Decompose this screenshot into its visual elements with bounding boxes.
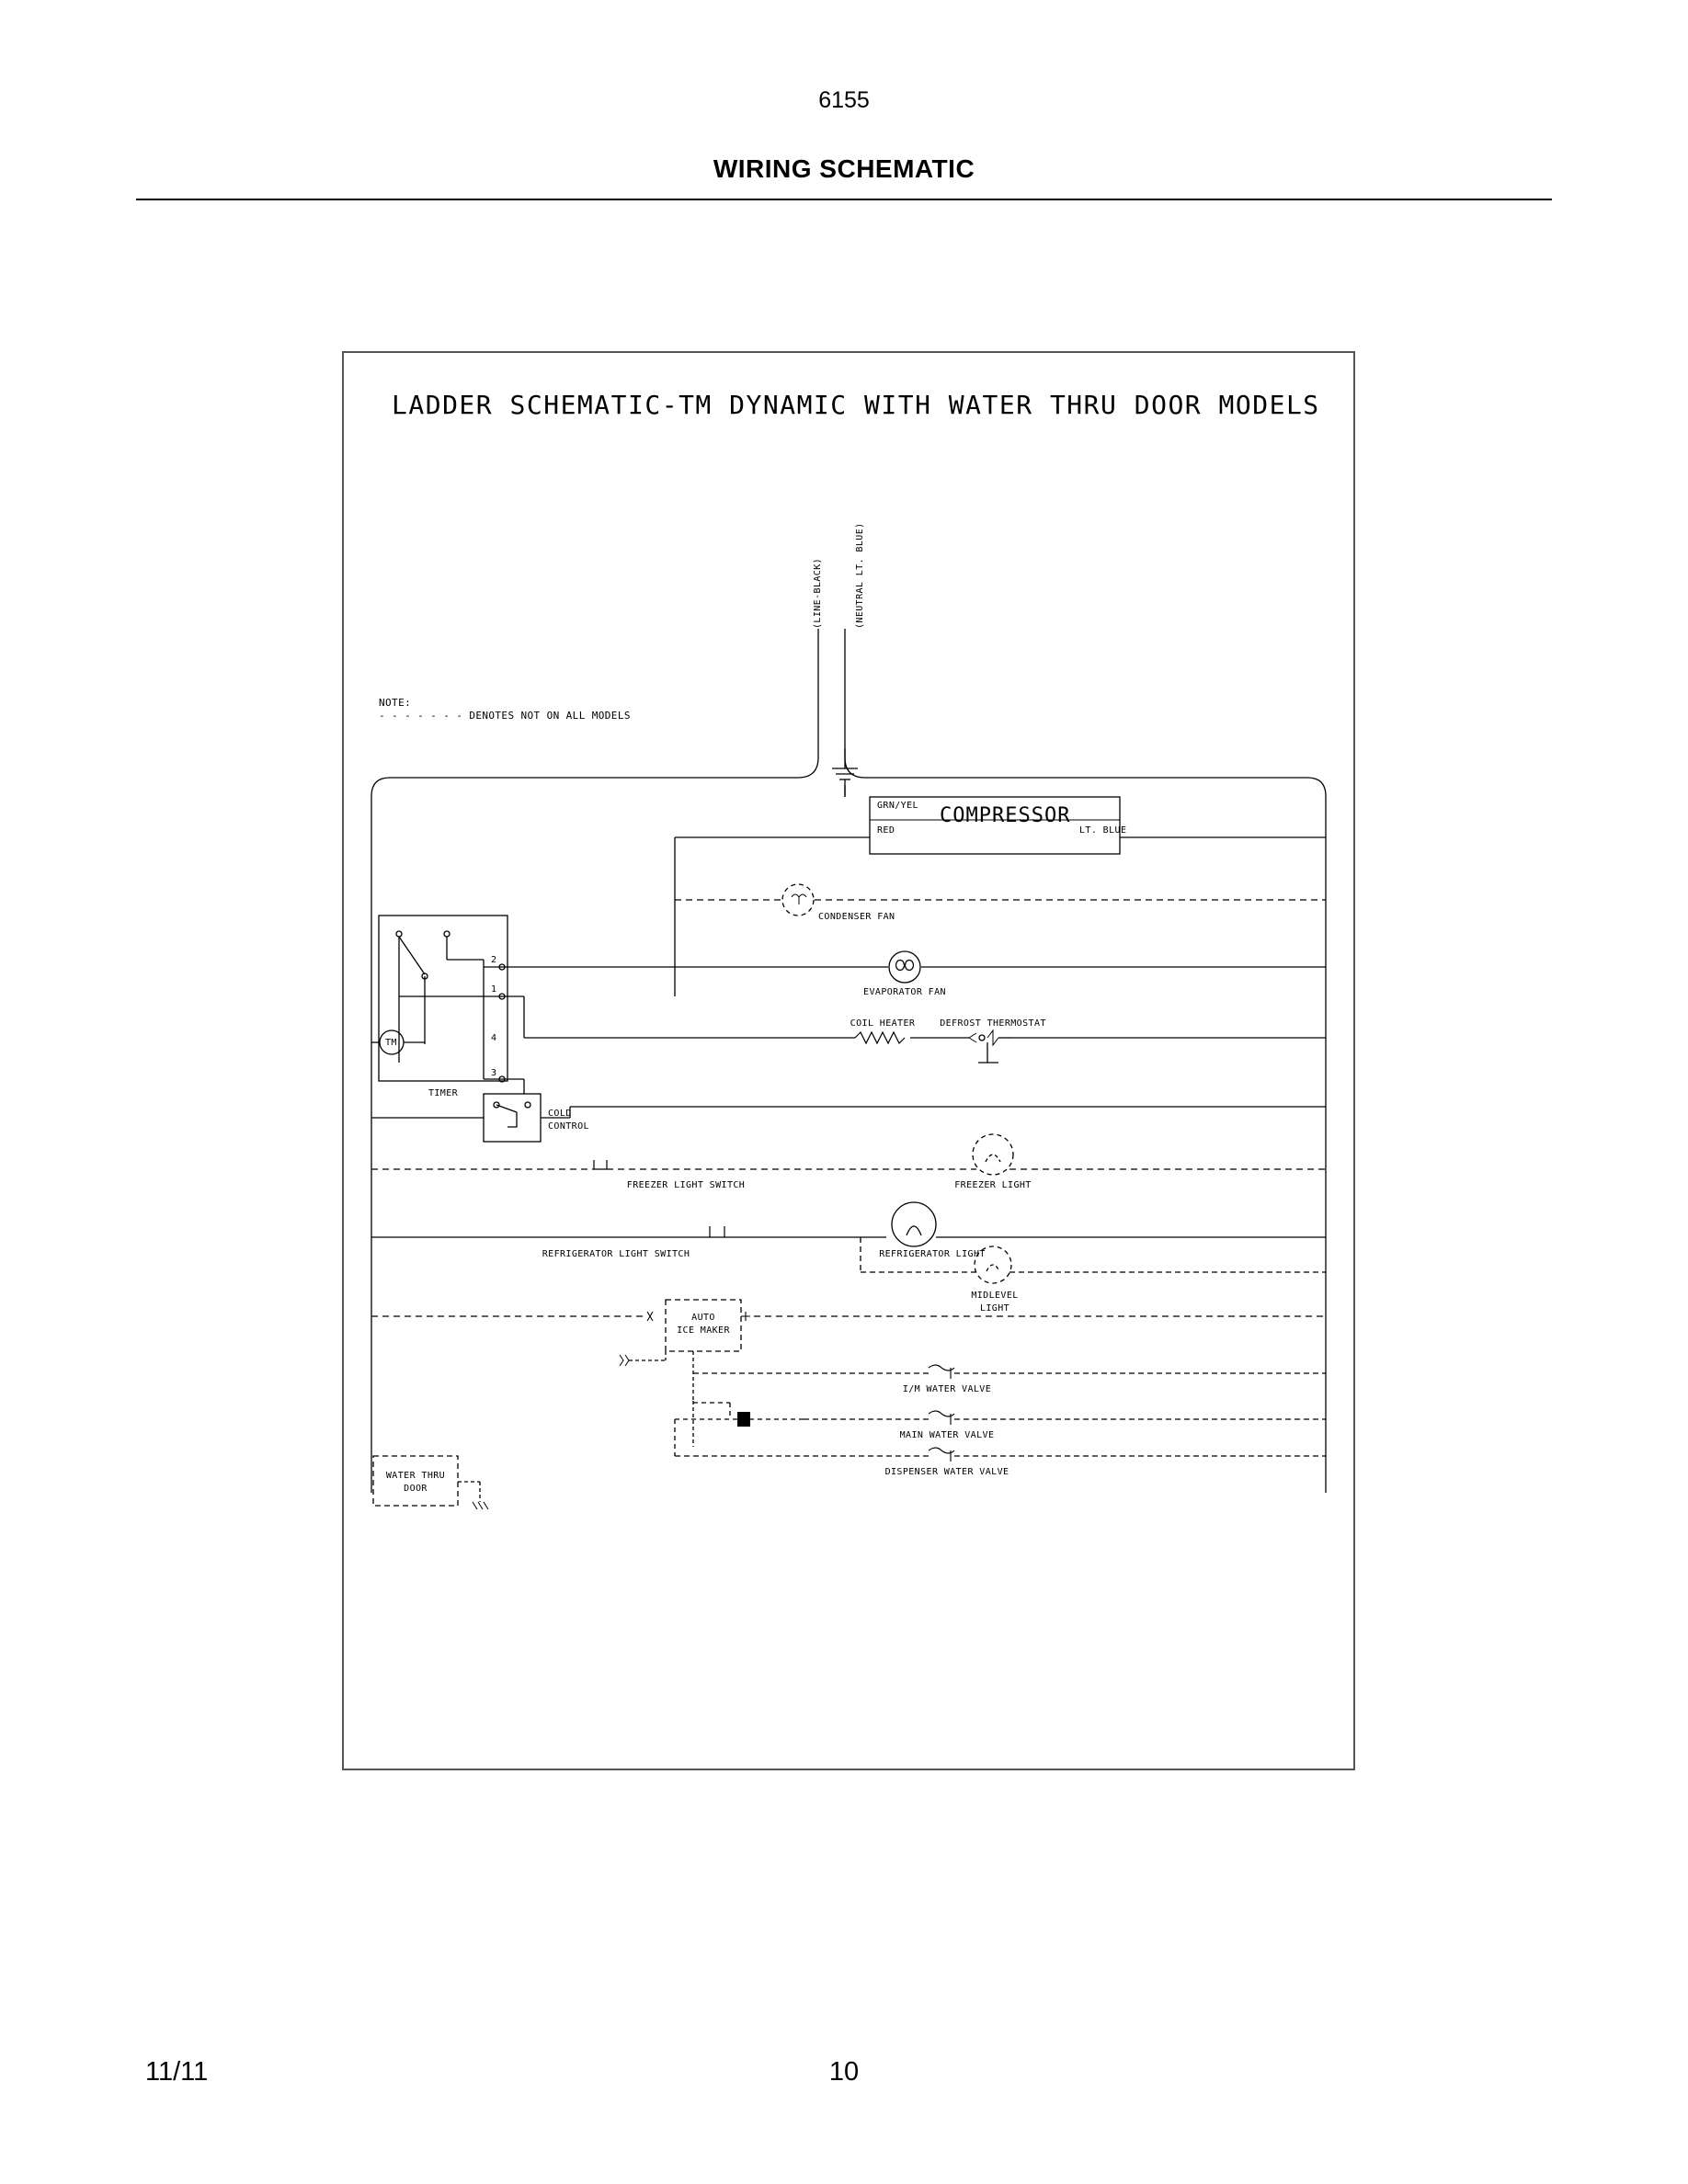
timer-terminal-1: 1 — [491, 984, 497, 995]
note-heading: NOTE: — [379, 697, 412, 709]
dispenser-water-valve-label: DISPENSER WATER VALVE — [884, 1467, 1009, 1477]
compressor-ground-terminal: GRN/YEL — [877, 801, 918, 811]
compressor-label: COMPRESSOR — [940, 804, 1071, 827]
wiring-schematic-diagram — [342, 351, 1355, 1770]
midlevel-light-label-line1: MIDLEVEL — [971, 1291, 1019, 1301]
model-number: 6155 — [818, 87, 870, 113]
water-thru-door-label-line1: WATER THRU — [385, 1471, 446, 1481]
cold-control-label-line2: CONTROL — [548, 1121, 589, 1132]
im-water-valve-label: I/M WATER VALVE — [902, 1384, 992, 1394]
header-divider — [136, 199, 1552, 200]
water-thru-door-label-line2: DOOR — [404, 1484, 428, 1494]
timer-label: TIMER — [428, 1088, 459, 1098]
timer-terminal-2: 2 — [491, 955, 497, 965]
midlevel-light-label-line2: LIGHT — [979, 1303, 1010, 1314]
freezer-light-switch-label: FREEZER LIGHT SWITCH — [626, 1180, 746, 1190]
refrigerator-light-label: REFRIGERATOR LIGHT — [879, 1249, 986, 1259]
supply-neutral-label: (NEUTRAL LT. BLUE) — [855, 522, 865, 629]
coil-heater-label: COIL HEATER — [850, 1018, 916, 1029]
note-text: - - - - - - - DENOTES NOT ON ALL MODELS — [379, 710, 631, 722]
footer-page-number: 10 — [828, 2057, 860, 2087]
refrigerator-light-switch-label: REFRIGERATOR LIGHT SWITCH — [542, 1249, 690, 1259]
defrost-thermostat-label: DEFROST THERMOSTAT — [940, 1018, 1046, 1029]
schematic-title: LADDER SCHEMATIC-TM DYNAMIC WITH WATER THRU DOOR MODELS — [392, 390, 1320, 420]
ice-maker-label-line2: ICE MAKER — [677, 1325, 730, 1336]
timer-terminal-4: 4 — [491, 1033, 497, 1043]
timer-terminal-3: 3 — [491, 1068, 497, 1078]
timer-motor-label: TM — [385, 1038, 397, 1048]
footer-date: 11/11 — [145, 2057, 209, 2087]
main-water-valve-label: MAIN WATER VALVE — [899, 1430, 995, 1440]
page-title: WIRING SCHEMATIC — [713, 154, 975, 183]
evaporator-fan-label: EVAPORATOR FAN — [863, 987, 946, 997]
ice-maker-label-line1: AUTO — [691, 1313, 715, 1323]
schematic-wires — [344, 353, 1353, 1769]
supply-line-label: (LINE-BLACK) — [813, 557, 823, 629]
compressor-red-terminal: RED — [877, 825, 895, 836]
compressor-blue-terminal: LT. BLUE — [1079, 825, 1127, 836]
freezer-light-label: FREEZER LIGHT — [954, 1180, 1032, 1190]
cold-control-label-line1: COLD — [548, 1109, 572, 1119]
condenser-fan-label: CONDENSER FAN — [818, 912, 895, 922]
